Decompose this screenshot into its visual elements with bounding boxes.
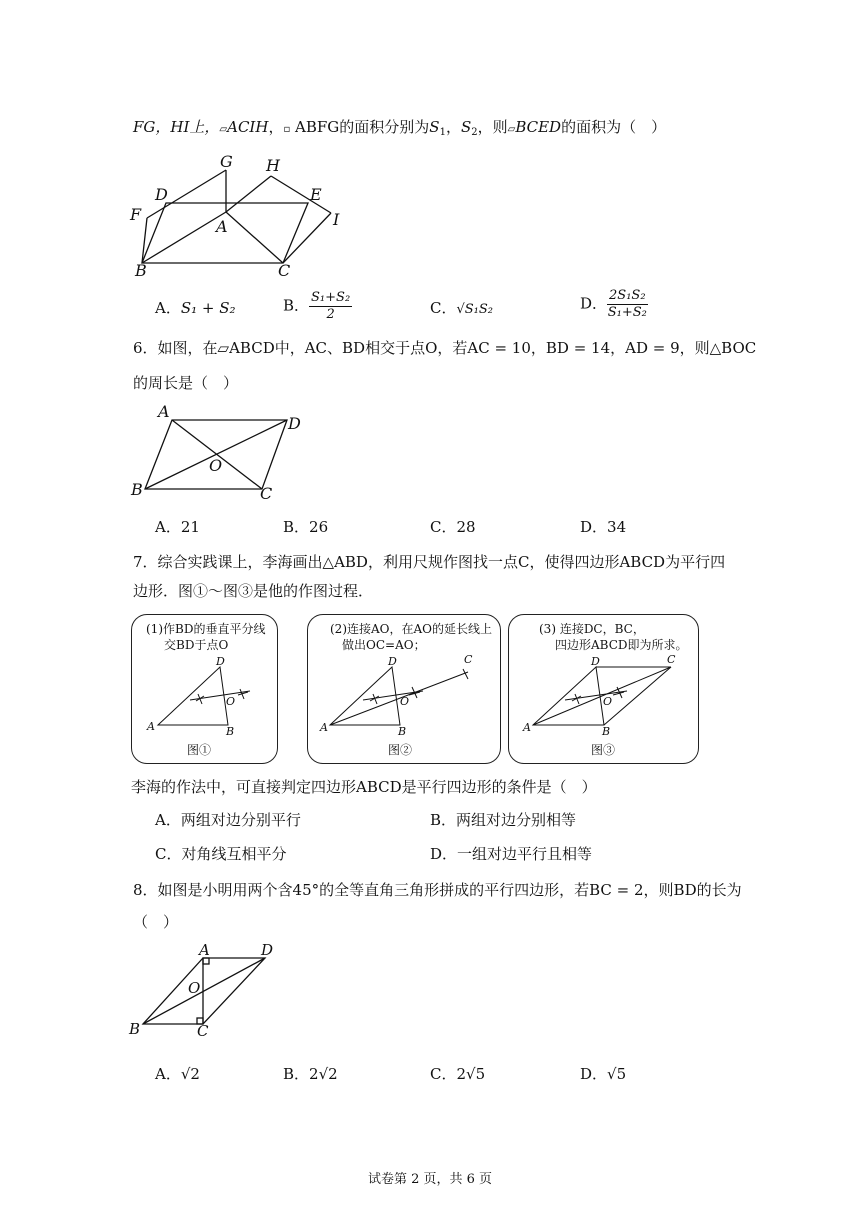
svg-text:A: A — [320, 721, 328, 734]
q6-option-b: B．26 — [283, 518, 329, 536]
q7-option-d: D．一组对边平行且相等 — [430, 845, 593, 863]
option-label: C． — [430, 299, 457, 317]
q7-question: 李海的作法中，可直接判定四边形ABCD是平行四边形的条件是（ ） — [131, 778, 597, 796]
q5-para1: ACIH — [227, 118, 269, 136]
option-label: D． — [580, 294, 608, 313]
label-E: E — [310, 185, 322, 204]
q8-option-c: C．2√5 — [430, 1065, 486, 1083]
label-F: F — [130, 205, 142, 224]
q6-option-c: C．28 — [430, 518, 476, 536]
svg-text:O: O — [400, 695, 410, 708]
q5-option-d — [580, 288, 648, 321]
svg-text:B: B — [602, 725, 611, 738]
fraction — [607, 288, 648, 321]
q5-option-b — [283, 290, 352, 323]
q5-text — [133, 117, 666, 143]
q5-option-c — [430, 298, 493, 320]
fig2-caption-line1: (2)连接AO，在AO的延长线上 — [330, 622, 493, 636]
fraction-denominator: 2 — [326, 307, 335, 322]
label-A: A — [158, 402, 170, 421]
label-I: I — [333, 210, 340, 229]
label-C: C — [278, 261, 291, 280]
q5-s1-sub: 1 — [439, 127, 446, 138]
q8-option-a: A．√2 — [155, 1065, 200, 1083]
label-C: C — [260, 484, 273, 503]
label-D: D — [288, 414, 301, 433]
label-C: C — [197, 1022, 209, 1040]
option-value: √S₁S₂ — [456, 302, 494, 317]
q5-comma: ， — [445, 118, 461, 136]
q5-prefix: FG，HI上， — [133, 118, 220, 136]
option-label: B． — [283, 296, 310, 315]
q5-para3: BCED — [515, 118, 562, 136]
q5-then: ，则 — [477, 118, 508, 136]
svg-text:B: B — [398, 725, 407, 738]
fig1-caption-line1: (1)作BD的垂直平分线 — [146, 622, 266, 636]
q5-mid-text: 的面积分别为 — [339, 118, 430, 136]
q5-s2: S — [460, 118, 472, 136]
label-D: D — [261, 941, 274, 959]
svg-text:C: C — [667, 653, 676, 666]
label-G: G — [220, 152, 233, 171]
q8-option-d: D．√5 — [580, 1065, 627, 1083]
q5-s2-sub: 2 — [471, 127, 478, 138]
label-D: D — [155, 185, 168, 204]
q8-line1: 8．如图是小明用两个含45°的全等直角三角形拼成的平行四边形，若BC = 2，则BD的长为 — [133, 881, 742, 899]
label-H: H — [266, 156, 280, 175]
q6-line2: 的周长是（ ） — [133, 374, 239, 392]
svg-text:O: O — [226, 695, 236, 708]
svg-text:B: B — [226, 725, 235, 738]
fraction-numerator: 2S₁S₂ — [609, 288, 646, 303]
q7-line2: 边形．图①～图③是他的作图过程． — [133, 582, 374, 600]
label-B: B — [135, 261, 147, 280]
svg-text:C: C — [464, 653, 473, 666]
fraction — [309, 290, 352, 323]
q5-end: 的面积为（ ） — [561, 118, 667, 136]
svg-text:D: D — [216, 655, 225, 668]
fig2-label: 图② — [388, 743, 413, 757]
page-footer: 试卷第 2 页，共 6 页 — [367, 1172, 493, 1187]
svg-text:D: D — [388, 655, 397, 668]
fig2-caption-line2: 做出OC=AO； — [342, 638, 426, 652]
svg-text:O: O — [603, 695, 613, 708]
fig3-caption-line1: (3) 连接DC，BC， — [539, 622, 645, 636]
q7-fig1 — [131, 614, 278, 764]
q5-option-a — [155, 298, 236, 318]
option-value: S₁ + S₂ — [180, 299, 236, 317]
parallelogram-symbol: ▫ — [283, 124, 291, 135]
svg-text:A: A — [147, 720, 155, 733]
q7-fig2 — [307, 614, 501, 764]
label-A: A — [216, 217, 228, 236]
option-label: A． — [155, 299, 181, 317]
q8-option-b: B．2√2 — [283, 1065, 338, 1083]
q7-option-b: B．两组对边分别相等 — [430, 811, 577, 829]
fig1-label: 图① — [187, 743, 212, 757]
svg-text:D: D — [591, 655, 600, 668]
fig3-label: 图③ — [591, 743, 616, 757]
q7-option-c: C．对角线互相平分 — [155, 845, 287, 863]
q6-option-a: A．21 — [155, 518, 200, 536]
q6-line1: 6．如图，在▱ABCD中，AC、BD相交于点O，若AC = 10，BD = 14，AD = 9，则△BOC — [133, 339, 757, 357]
q5-figure — [125, 150, 355, 280]
q5-para2: ABFG — [295, 118, 340, 136]
fig1-caption-line2: 交BD于点O — [164, 638, 229, 652]
q7-option-a: A．两组对边分别平行 — [155, 811, 301, 829]
q8-figure — [125, 940, 285, 1045]
q6-option-d: D．34 — [580, 518, 627, 536]
fraction-denominator: S₁+S₂ — [607, 305, 647, 320]
label-A: A — [199, 941, 210, 959]
label-O: O — [209, 456, 223, 475]
label-B: B — [131, 480, 143, 499]
parallelogram-symbol: ▱ — [219, 124, 228, 135]
q7-line1: 7．综合实践课上，李海画出△ABD，利用尺规作图找一点C，使得四边形ABCD为平行四 — [133, 553, 726, 571]
q5-sep: ， — [268, 118, 284, 136]
q7-fig3 — [508, 614, 699, 764]
fig3-caption-line2: 四边形ABCD即为所求。 — [555, 638, 688, 652]
parallelogram-symbol: ▱ — [507, 124, 516, 135]
q6-figure — [125, 400, 315, 505]
fraction-numerator: S₁+S₂ — [311, 290, 351, 305]
q5-s1: S — [429, 118, 440, 136]
svg-text:A: A — [523, 721, 531, 734]
label-B: B — [129, 1020, 141, 1038]
q8-line2: （ ） — [133, 913, 179, 931]
label-O: O — [188, 979, 201, 997]
